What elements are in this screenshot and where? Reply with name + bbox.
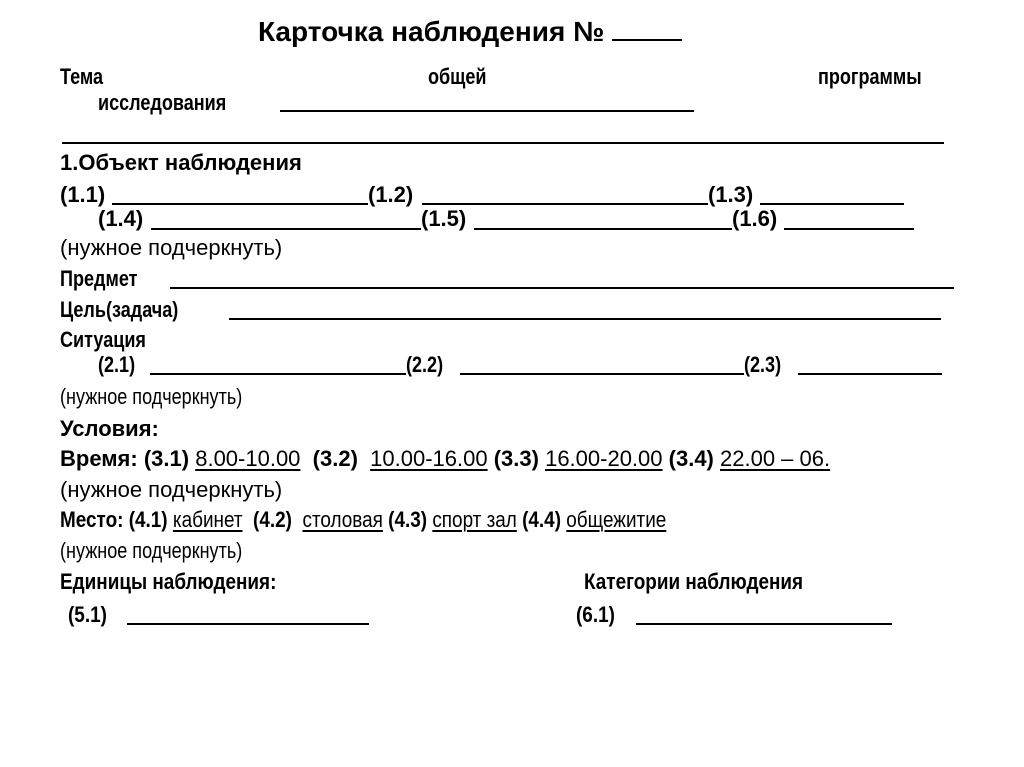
topic-word-3: программы xyxy=(818,64,922,89)
time-option-3-3[interactable]: 16.00-20.00 xyxy=(545,446,663,471)
place-code-4-2: (4.2) xyxy=(253,507,292,532)
time-row xyxy=(60,448,830,470)
object-heading: 1.Объект наблюдения xyxy=(60,150,302,175)
time-option-3-1[interactable]: 8.00-10.00 xyxy=(195,446,301,471)
object-field-1-4[interactable] xyxy=(151,228,421,230)
goal-label: Цель(задача) xyxy=(60,297,179,322)
time-code-3-3: (3.3) xyxy=(493,446,539,471)
situation-item-2-3: (2.3) xyxy=(744,352,782,377)
place-option-4-3[interactable]: спорт зал xyxy=(432,507,517,532)
conditions-label: Условия: xyxy=(60,416,159,441)
object-item-1-6: (1.6) xyxy=(732,206,778,231)
time-label: Время: xyxy=(60,446,138,471)
units-code-5-1: (5.1) xyxy=(68,602,107,627)
place-row xyxy=(60,509,666,531)
situation-item-2-1: (2.1) xyxy=(98,352,136,377)
time-code-3-1: (3.1) xyxy=(143,446,190,471)
object-item-1-5: (1.5) xyxy=(421,206,467,231)
topic-field-1[interactable] xyxy=(280,110,694,112)
situation-field-2-1[interactable] xyxy=(150,373,406,375)
object-item-1-3: (1.3) xyxy=(708,182,754,207)
object-item-1-1: (1.1) xyxy=(60,182,106,207)
topic-word-2: общей xyxy=(428,64,487,89)
categories-code-6-1: (6.1) xyxy=(576,602,615,627)
object-hint: (нужное подчеркнуть) xyxy=(60,235,283,260)
object-item-1-4: (1.4) xyxy=(98,206,144,231)
place-option-4-1[interactable]: кабинет xyxy=(172,507,243,532)
categories-label: Категории наблюдения xyxy=(584,569,804,594)
units-field-5-1[interactable] xyxy=(127,623,369,625)
card-number-field[interactable] xyxy=(612,17,682,41)
place-code-4-4: (4.4) xyxy=(522,507,562,532)
topic-word-1: Тема xyxy=(60,64,104,89)
time-hint: (нужное подчеркнуть) xyxy=(60,477,283,502)
place-code-4-3: (4.3) xyxy=(388,507,428,532)
goal-field[interactable] xyxy=(229,318,941,320)
card-title xyxy=(258,17,682,46)
time-option-3-4[interactable]: 22.00 – 06. xyxy=(720,446,831,471)
situation-field-2-2[interactable] xyxy=(460,373,744,375)
topic-line-2-label: исследования xyxy=(98,90,227,115)
time-code-3-2: (3.2) xyxy=(312,446,358,471)
situation-hint: (нужное подчеркнуть) xyxy=(60,384,243,409)
place-option-4-2[interactable]: столовая xyxy=(302,507,383,532)
card-title-text: Карточка наблюдения № xyxy=(258,16,605,47)
units-label: Единицы наблюдения: xyxy=(60,569,277,594)
categories-field-6-1[interactable] xyxy=(636,623,892,625)
topic-line-2 xyxy=(98,92,280,114)
topic-field-2[interactable] xyxy=(62,142,944,144)
object-field-1-1[interactable] xyxy=(112,203,368,205)
subject-label: Предмет xyxy=(60,266,138,291)
time-code-3-4: (3.4) xyxy=(668,446,714,471)
place-code-4-1: (4.1) xyxy=(128,507,168,532)
situation-label: Ситуация xyxy=(60,327,146,352)
place-hint: (нужное подчеркнуть) xyxy=(60,538,243,563)
place-label: Место: xyxy=(60,507,124,532)
place-option-4-4[interactable]: общежитие xyxy=(566,507,667,532)
object-item-1-2: (1.2) xyxy=(368,182,414,207)
object-field-1-5[interactable] xyxy=(474,228,732,230)
subject-field[interactable] xyxy=(170,287,954,289)
situation-item-2-2: (2.2) xyxy=(406,352,444,377)
time-option-3-2[interactable]: 10.00-16.00 xyxy=(370,446,488,471)
object-field-1-3[interactable] xyxy=(760,203,904,205)
object-field-1-2[interactable] xyxy=(422,203,708,205)
situation-field-2-3[interactable] xyxy=(798,373,942,375)
object-field-1-6[interactable] xyxy=(784,228,914,230)
